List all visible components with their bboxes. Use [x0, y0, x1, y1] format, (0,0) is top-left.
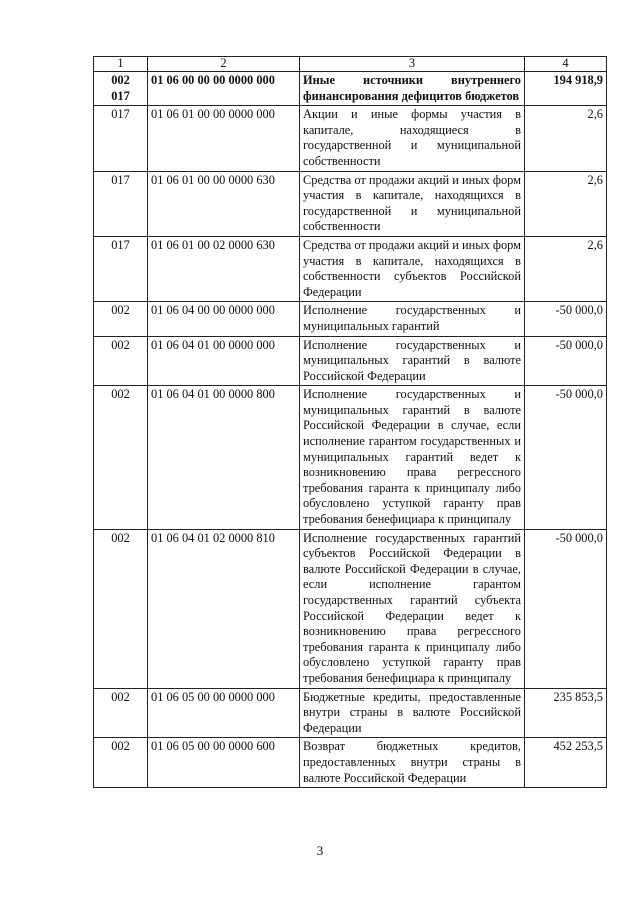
- amount-cell: 452 253,5: [525, 738, 607, 788]
- amount-cell: 2,6: [525, 171, 607, 236]
- source-name-cell: Возврат бюджетных кредитов, предоставленных внутри страны в валюте Российской Федерации: [300, 738, 525, 788]
- admin-code-cell: 002: [94, 529, 148, 688]
- column-header-4: 4: [525, 57, 607, 72]
- admin-code-cell: 017: [94, 171, 148, 236]
- source-name-cell: Иные источники внутреннего финансирования дефицитов бюджетов: [300, 72, 525, 106]
- budget-code-cell: 01 06 00 00 00 0000 000: [148, 72, 300, 106]
- amount-cell: 235 853,5: [525, 688, 607, 738]
- budget-code-cell: 01 06 04 01 00 0000 000: [148, 336, 300, 386]
- source-name-cell: Исполнение государственных и муниципальных гарантий: [300, 302, 525, 336]
- page-number: 3: [316, 843, 324, 858]
- budget-code-cell: 01 06 01 00 02 0000 630: [148, 236, 300, 301]
- budget-sources-table: [93, 56, 607, 788]
- amount-cell: -50 000,0: [525, 336, 607, 386]
- table-row: [94, 236, 607, 301]
- amount-cell: -50 000,0: [525, 302, 607, 336]
- column-header-1: 1: [94, 57, 148, 72]
- admin-code-line: 017: [111, 88, 130, 103]
- table-header-row: [94, 57, 607, 72]
- amount-cell: -50 000,0: [525, 529, 607, 688]
- admin-code-cell: 017: [94, 106, 148, 171]
- admin-code-cell: 002: [94, 386, 148, 529]
- table-row: [94, 688, 607, 738]
- source-name-cell: Акции и иные формы участия в капитале, находящиеся в государственной и муниципальной собственности: [300, 106, 525, 171]
- table-row: [94, 171, 607, 236]
- budget-code-cell: 01 06 04 01 00 0000 800: [148, 386, 300, 529]
- budget-code-cell: 01 06 05 00 00 0000 000: [148, 688, 300, 738]
- source-name-cell: Средства от продажи акций и иных форм участия в капитале, находящихся в государственной и муниципальной собственности: [300, 171, 525, 236]
- table-row: [94, 738, 607, 788]
- table-row: [94, 336, 607, 386]
- admin-code-cell: 002: [94, 336, 148, 386]
- amount-cell: -50 000,0: [525, 386, 607, 529]
- column-header-3: 3: [300, 57, 525, 72]
- table-row: [94, 302, 607, 336]
- admin-code-cell: 002: [94, 688, 148, 738]
- table-row: [94, 72, 607, 106]
- source-name-cell: Бюджетные кредиты, предоставленные внутри страны в валюте Российской Федерации: [300, 688, 525, 738]
- source-name-cell: Исполнение государственных и муниципальных гарантий в валюте Российской Федерации в случае, если исполнение гарантом государственных и муниципальных гарантий ведет к возникновению права регрессного требования гаранта к принципалу либо обусловлено уступкой гаранту прав требования бенефициара к принципалу: [300, 386, 525, 529]
- amount-cell: 2,6: [525, 106, 607, 171]
- admin-code-line: 002: [111, 73, 130, 87]
- budget-code-cell: 01 06 04 01 02 0000 810: [148, 529, 300, 688]
- table-row: [94, 106, 607, 171]
- table-row: [94, 529, 607, 688]
- source-name-cell: Средства от продажи акций и иных форм участия в капитале, находящихся в собственности субъектов Российской Федерации: [300, 236, 525, 301]
- column-header-2: 2: [148, 57, 300, 72]
- source-name-cell: Исполнение государственных и муниципальных гарантий в валюте Российской Федерации: [300, 336, 525, 386]
- admin-code-cell: 002: [94, 738, 148, 788]
- admin-code-cell: [94, 72, 148, 106]
- amount-cell: 194 918,9: [525, 72, 607, 106]
- admin-code-cell: 017: [94, 236, 148, 301]
- amount-cell: 2,6: [525, 236, 607, 301]
- budget-code-cell: 01 06 04 00 00 0000 000: [148, 302, 300, 336]
- budget-code-cell: 01 06 01 00 00 0000 000: [148, 106, 300, 171]
- admin-code-cell: 002: [94, 302, 148, 336]
- budget-code-cell: 01 06 01 00 00 0000 630: [148, 171, 300, 236]
- budget-code-cell: 01 06 05 00 00 0000 600: [148, 738, 300, 788]
- table-row: [94, 386, 607, 529]
- source-name-cell: Исполнение государственных гарантий субъектов Российской Федерации в валюте Российской Федерации в случае, если исполнение гарантом государственных гарантий субъекта Российской Федерации ведет к возникновению права регрессного требования гаранта к принципалу либо обусловлено уступкой гаранту прав требования бенефициара к принципалу: [300, 529, 525, 688]
